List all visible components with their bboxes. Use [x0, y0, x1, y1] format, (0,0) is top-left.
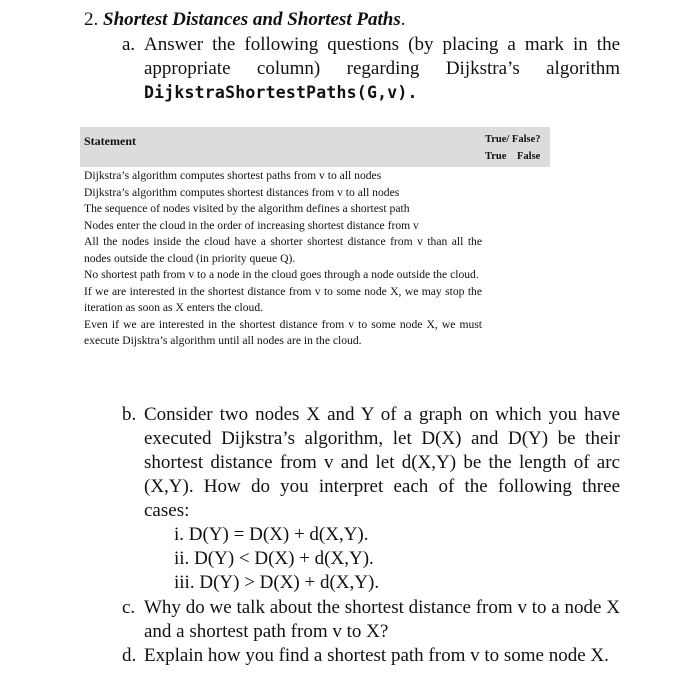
question-title-suffix: .	[400, 9, 406, 30]
part-b-text: Consider two nodes X and Y of a graph on which you have executed Dijkstra’s algorithm, let D(X) and D(Y) be their shortest distance from v and let d(X,Y) be the length of arc (X,Y). How do you interpret each of the following three cases:	[144, 404, 620, 521]
case-item	[144, 571, 620, 595]
part-a-marker: a.	[122, 34, 136, 55]
table-header	[80, 127, 550, 167]
statement-row: Dijkstra’s algorithm computes shortest distances from v to all nodes	[84, 185, 400, 199]
statement-row: Nodes enter the cloud in the order of increasing shortest distance from v	[84, 218, 419, 232]
statement-row: The sequence of nodes visited by the algorithm defines a shortest path	[84, 202, 410, 215]
part-d-text: Explain how you find a shortest path from v to some node X.	[144, 645, 609, 666]
case-text: D(Y) = D(X) + d(X,Y).	[188, 524, 369, 545]
statement-row: If we are interested in the shortest distance from v to some node X, we may stop the iteration as soon as X enters the cloud.	[84, 284, 482, 314]
part-a	[122, 33, 620, 105]
part-d	[122, 644, 620, 668]
header-true: True	[485, 151, 507, 162]
part-d-marker: d.	[122, 645, 137, 666]
question-number: 2.	[84, 9, 99, 30]
statement-row: All the nodes inside the cloud have a shorter shortest distance from v than all the nodes outside the cloud (in priority queue Q).	[84, 235, 482, 265]
part-a-text: Answer the following questions (by placing a mark in the appropriate column) regarding Dijkstra’s algorithm	[144, 34, 620, 79]
question-title: Shortest Distances and Shortest Paths	[103, 9, 401, 30]
header-true-false: True/ False?	[485, 134, 541, 145]
case-marker: ii.	[174, 548, 190, 569]
case-item	[144, 523, 620, 547]
part-b	[122, 403, 620, 595]
header-false: False	[517, 151, 541, 162]
part-a-code: DijkstraShortestPaths(G,v)	[144, 83, 408, 102]
part-c-text: Why do we talk about the shortest distance from v to a node X and a shortest path from v to X?	[144, 597, 620, 642]
header-statement: Statement	[84, 134, 136, 148]
part-b-marker: b.	[122, 404, 137, 425]
case-text: D(Y) > D(X) + d(X,Y).	[199, 572, 380, 593]
case-marker: i.	[174, 524, 185, 545]
statement-row: No shortest path from v to a node in the cloud goes through a node outside the cloud.	[84, 268, 479, 281]
case-list	[144, 523, 620, 595]
statement-list	[84, 168, 482, 350]
case-marker: iii.	[174, 572, 195, 593]
part-a-code-suffix: .	[407, 83, 418, 102]
part-c-marker: c.	[122, 597, 136, 618]
case-text: D(Y) < D(X) + d(X,Y).	[194, 548, 374, 569]
statement-row: Even if we are interested in the shortest distance from v to some node X, we must execute Dijsktra’s algorithm until all nodes are in the cloud.	[84, 317, 482, 347]
question-heading	[84, 8, 406, 32]
statement-row: Dijkstra’s algorithm computes shortest paths from v to all nodes	[84, 169, 382, 182]
case-item	[144, 547, 620, 571]
part-c	[122, 596, 620, 644]
